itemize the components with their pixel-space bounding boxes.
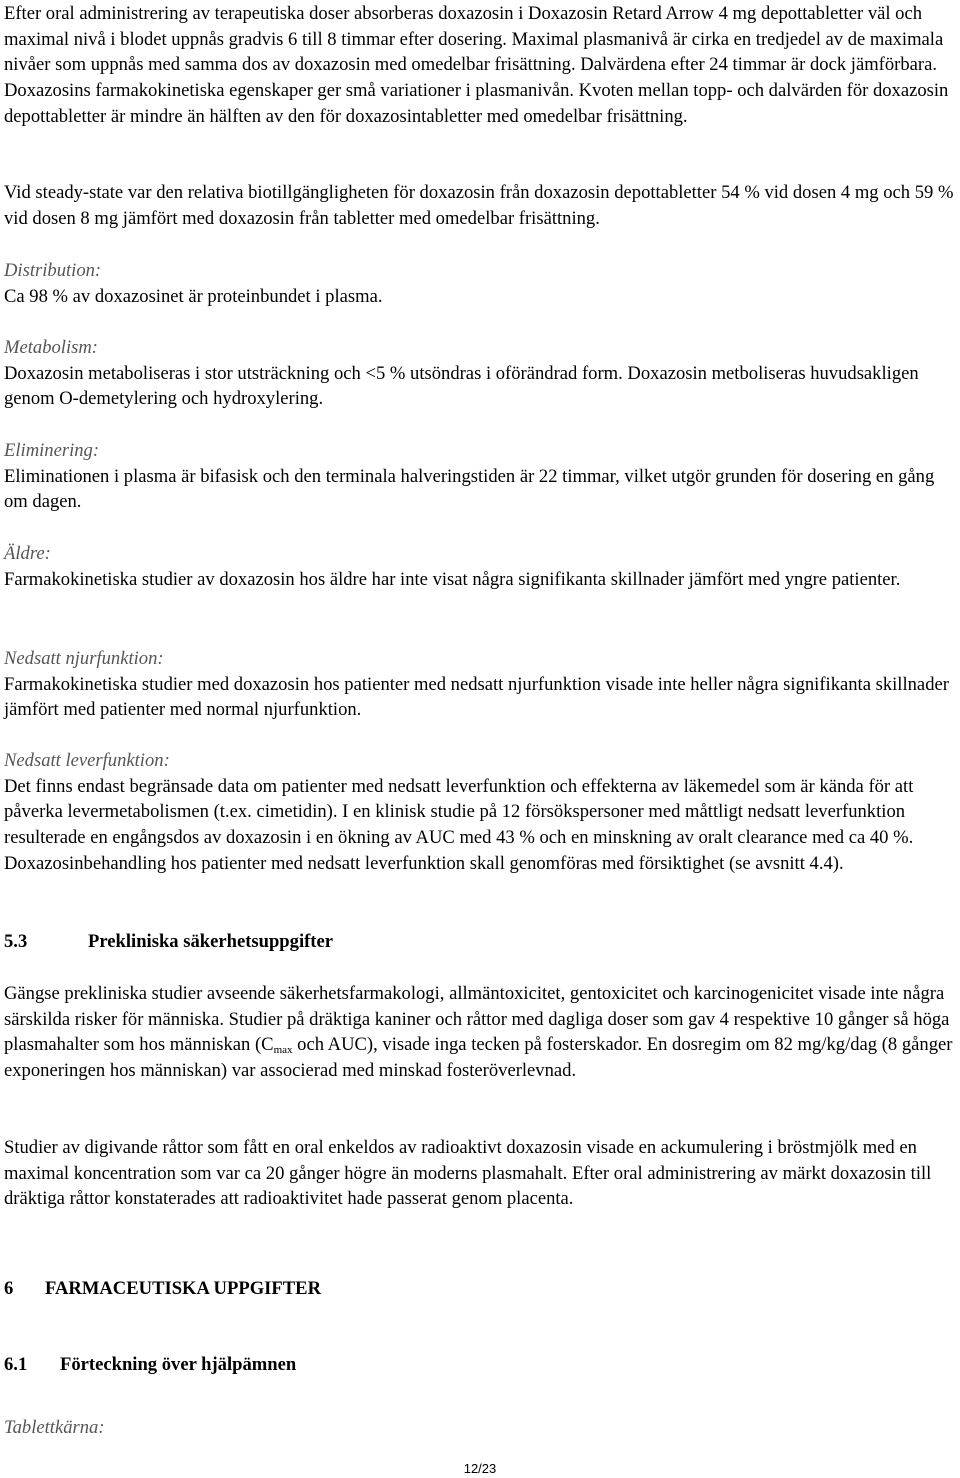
distribution-text: Ca 98 % av doxazosinet är proteinbundet i plasma.	[4, 285, 383, 307]
elderly-label: Äldre:	[4, 543, 51, 564]
section-6-1-number: 6.1	[4, 1354, 28, 1375]
preclinical-text-after: och AUC), visade inga tecken på fosterskador. En dosregim om 82 mg/kg/dag (8 gånger exponeringen hos människan) var associerad med minskad fosteröverlevnad.	[4, 1034, 953, 1082]
cmax-subscript: max	[273, 1044, 293, 1057]
hepatic-impairment-section	[4, 748, 956, 877]
elimination-section	[4, 438, 956, 515]
section-5-3-heading	[4, 929, 333, 955]
metabolism-label: Metabolism:	[4, 337, 98, 358]
tablet-core-section	[4, 1415, 956, 1441]
section-5-3-number: 5.3	[4, 931, 28, 952]
section-6-heading	[4, 1276, 321, 1302]
pk-absorption-paragraph: Efter oral administrering av terapeutiska doser absorberas doxazosin i Doxazosin Retard Arrow 4 mg depottabletter väl och maximal nivå i blodet uppnås gradvis 6 till 8 timmar efter dosering. Maximal plasmanivå är cirka en tredjedel av de maximala nivåer som uppnås med samma dos av doxazosin med omedelbar frisättning. Dalvärdena efter 24 timmar är dock jämförbara. Doxazosins farmakokinetiska egenskaper ger små variationer i plasmanivån. Kvoten mellan topp- och dalvärden för doxazosin depottabletter är mindre än hälften av den för doxazosintabletter med omedelbar frisättning.	[4, 3, 949, 127]
steady-state-paragraph: Vid steady-state var den relativa biotillgängligheten för doxazosin från doxazosin depottabletter 54 % vid dosen 4 mg och 59 % vid dosen 8 mg jämfört med doxazosin från tabletter med omedelbar frisättning.	[4, 182, 954, 229]
section-6-1-heading	[4, 1352, 296, 1378]
section-5-3-title: Prekliniska säkerhetsuppgifter	[88, 931, 334, 952]
tablet-core-label: Tablettkärna:	[4, 1417, 105, 1438]
elderly-section	[4, 541, 956, 592]
elderly-text: Farmakokinetiska studier av doxazosin hos äldre har inte visat några signifikanta skillnader jämfört med yngre patienter.	[4, 568, 901, 590]
preclinical-paragraph-2: Studier av digivande råttor som fått en oral enkeldos av radioaktivt doxazosin visade en ackumulering i bröstmjölk med en maximal koncentration som var ca 20 gånger högre än moderns plasmahalt. Efter oral administrering av märkt doxazosin till dräktiga råttor konstaterades att radioaktivitet hade passerat genom placenta.	[4, 1137, 932, 1210]
distribution-section	[4, 258, 956, 309]
elimination-text: Eliminationen i plasma är bifasisk och den terminala halveringstiden är 22 timmar, vilket utgör grunden för dosering en gång om dagen.	[4, 465, 935, 513]
section-6-title: FARMACEUTISKA UPPGIFTER	[45, 1278, 321, 1299]
page-number: 12/23	[463, 1461, 497, 1476]
renal-impairment-label: Nedsatt njurfunktion:	[4, 648, 164, 669]
hepatic-impairment-label: Nedsatt leverfunktion:	[4, 750, 170, 771]
preclinical-text-before: Gängse prekliniska studier avseende säkerhetsfarmakologi, allmäntoxicitet, gentoxicitet och karcinogenicitet visade inte några särskilda risker för människa. Studier på dräktiga kaniner och råttor med dagliga doser som gav 4 respektive 10 gånger så höga plasmahalter som hos människan (C	[4, 983, 950, 1056]
metabolism-text: Doxazosin metaboliseras i stor utsträckning och <5 % utsöndras i oförändrad form. Doxazosin metboliseras huvudsakligen genom O-demetylering och hydroxylering.	[4, 362, 919, 410]
section-6-1-title: Förteckning över hjälpämnen	[60, 1354, 297, 1375]
distribution-label: Distribution:	[4, 260, 102, 281]
elimination-label: Eliminering:	[4, 440, 100, 461]
renal-impairment-text: Farmakokinetiska studier med doxazosin hos patienter med nedsatt njurfunktion visade inte heller några signifikanta skillnader jämfört med patienter med normal njurfunktion.	[4, 673, 949, 721]
preclinical-paragraph-1	[4, 981, 956, 1084]
section-6-number: 6	[4, 1278, 14, 1299]
renal-impairment-section	[4, 646, 956, 723]
metabolism-section	[4, 335, 956, 412]
hepatic-impairment-text: Det finns endast begränsade data om patienter med nedsatt leverfunktion och effekterna av läkemedel som är kända för att påverka levermetabolismen (t.ex. cimetidin). I en klinisk studie på 12 försökspersoner med måttligt nedsatt leverfunktion resulterade en engångsdos av doxazosin i en ökning av AUC med 43 % och en minskning av oralt clearance med ca 40 %. Doxazosinbehandling hos patienter med nedsatt leverfunktion skall genomföras med försiktighet (se avsnitt 4.4).	[4, 775, 914, 874]
